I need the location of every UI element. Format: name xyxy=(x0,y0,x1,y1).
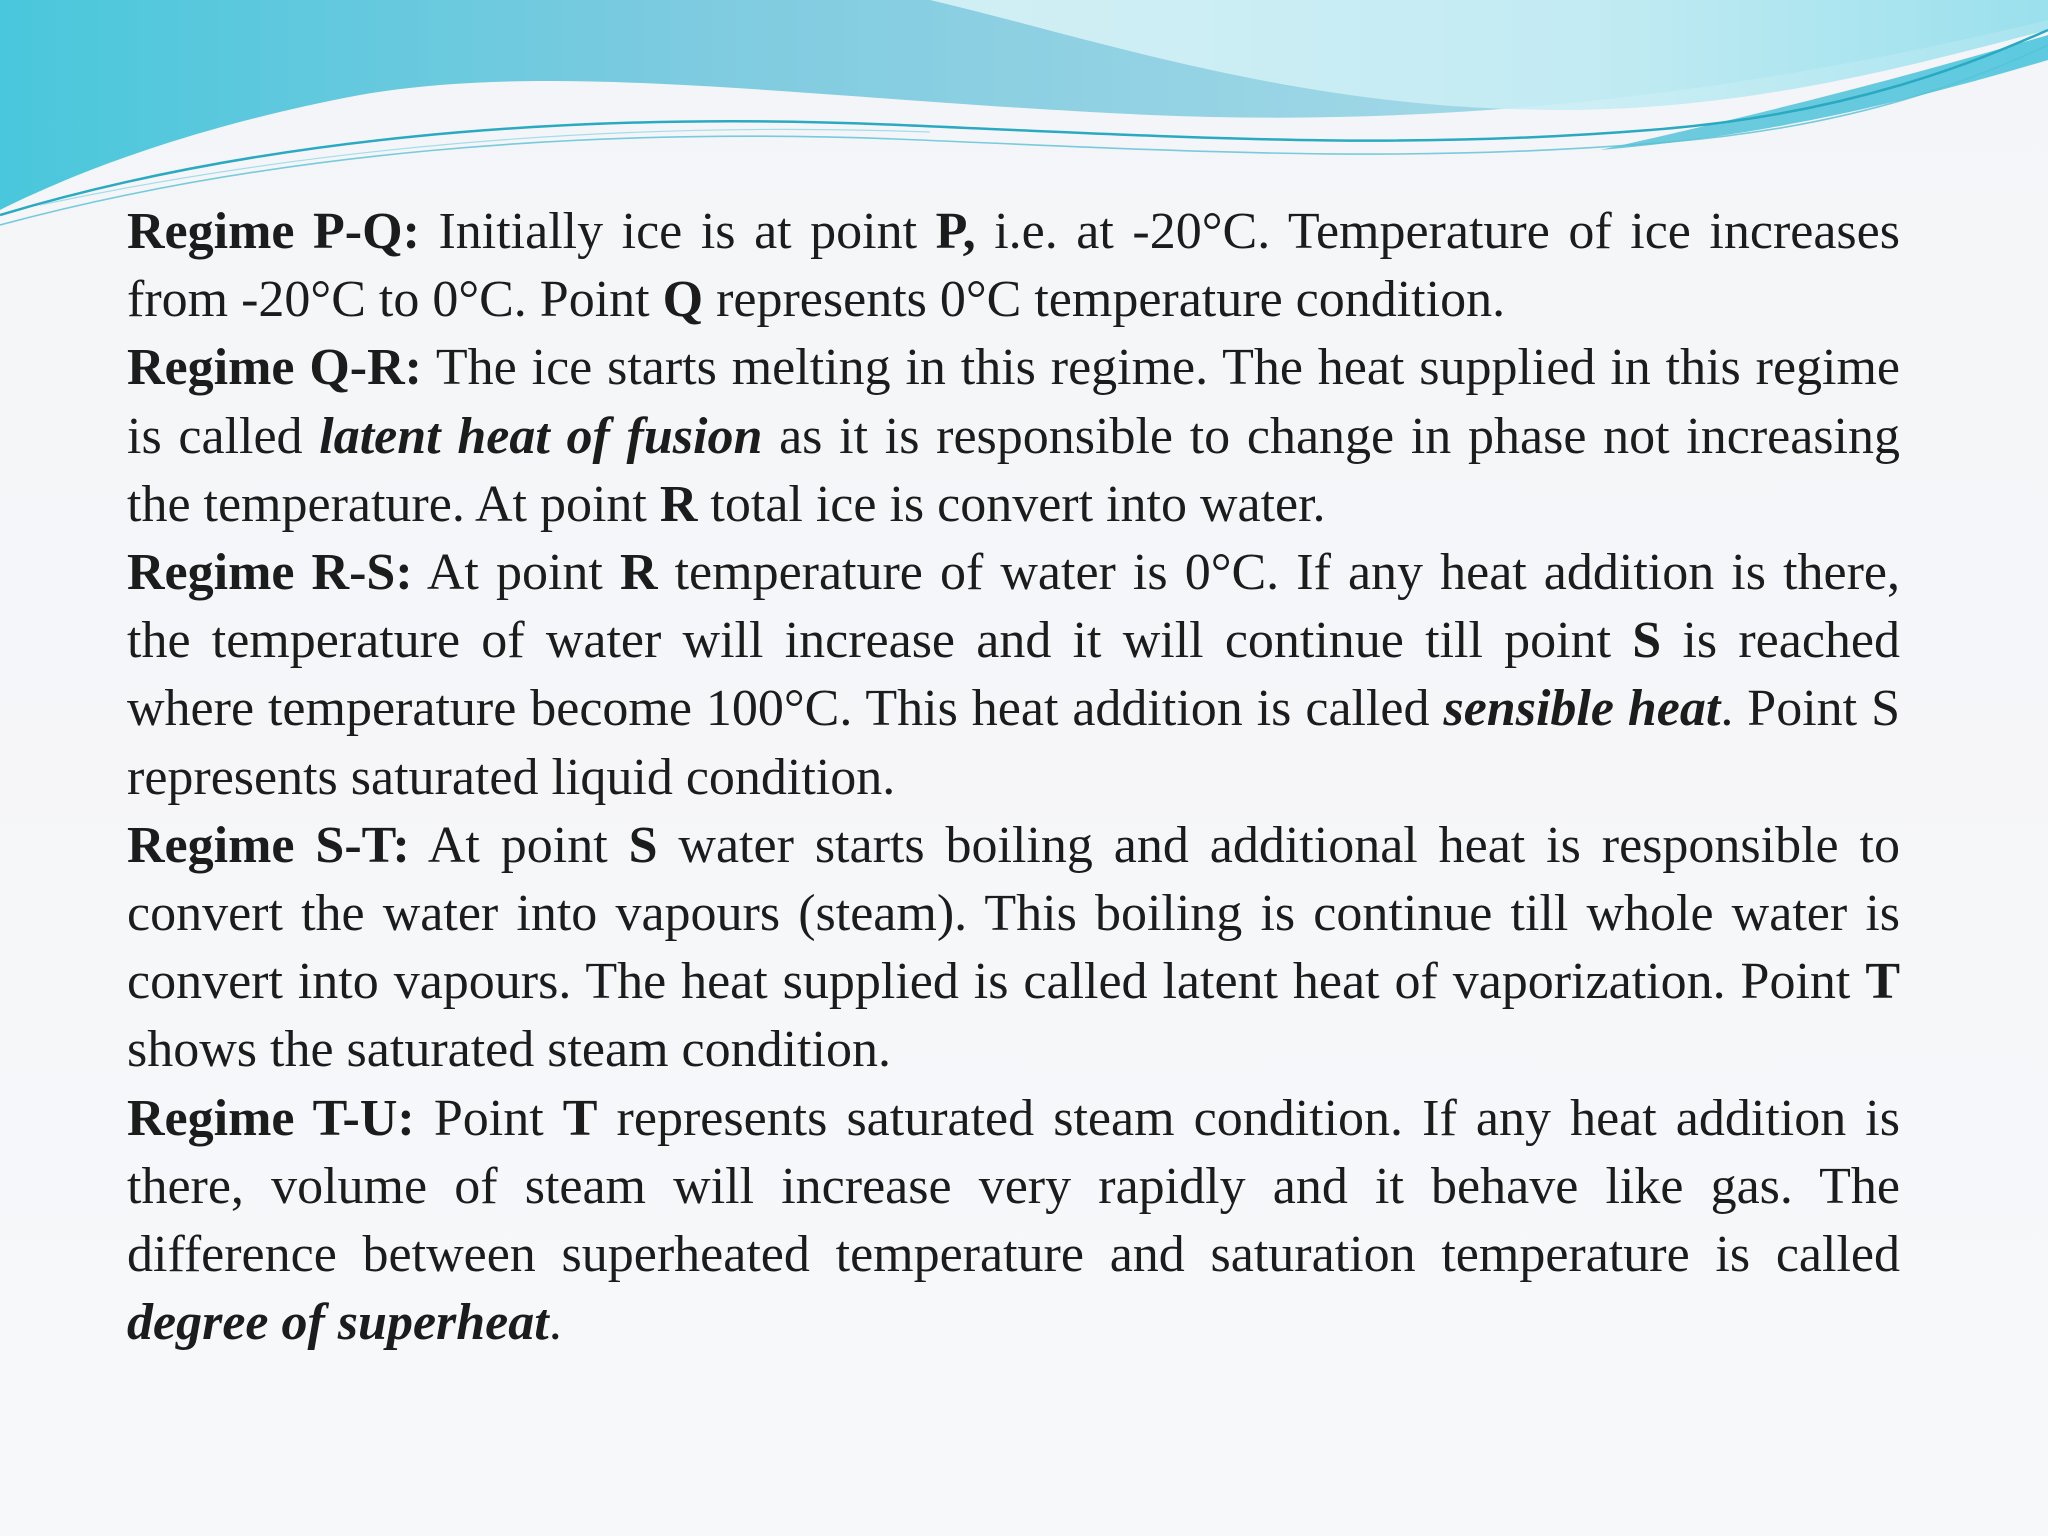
point-label: S xyxy=(1632,612,1662,670)
text-run: total ice is convert into water. xyxy=(697,475,1326,533)
point-label: S xyxy=(628,816,658,874)
point-label: R xyxy=(659,475,698,533)
regime-label: Regime R-S: xyxy=(127,544,413,602)
text-run: water starts boiling and additional heat is responsible to convert the water into vapours (steam). This boiling is continue till whole water is convert into vapours. The heat supplied is called latent heat of vaporization. Point xyxy=(127,816,1900,1011)
text-run: is reached where temperature become 100°C. This heat addition is called xyxy=(127,612,1900,738)
text-run: i.e. at -20°C. Temperature of ice increases from -20°C to 0°C. Point xyxy=(127,203,1900,329)
point-label: T xyxy=(1865,953,1900,1011)
paragraph-regime-st xyxy=(127,812,1900,1085)
paragraph-regime-qr xyxy=(127,334,1900,539)
regime-label: Regime S-T: xyxy=(127,816,410,874)
text-run: At point xyxy=(409,816,629,874)
regime-label: Regime Q-R: xyxy=(127,339,422,397)
text-run: Point xyxy=(414,1089,563,1147)
emphasis-term: degree of superheat xyxy=(127,1294,549,1352)
text-run: At point xyxy=(412,544,620,602)
text-run: represents saturated steam condition. If any heat addition is there, volume of steam will increase very rapidly and it behave like gas. The difference between superheated temperature and saturation temperature is called xyxy=(127,1089,1900,1284)
point-label: T xyxy=(562,1089,598,1147)
emphasis-term: latent heat of fusion xyxy=(319,407,763,465)
slide-body-text xyxy=(127,198,1900,1357)
text-run: Initially ice is at point xyxy=(419,203,936,260)
paragraph-regime-rs xyxy=(127,539,1900,812)
emphasis-term: sensible heat xyxy=(1443,680,1721,738)
text-run: . xyxy=(548,1294,562,1352)
regime-label: Regime P-Q: xyxy=(127,203,420,260)
point-label: Q xyxy=(662,271,704,329)
text-run: represents 0°C temperature condition. xyxy=(703,271,1506,329)
regime-label: Regime T-U: xyxy=(127,1089,415,1147)
point-label: P, xyxy=(935,203,976,260)
paragraph-regime-pq xyxy=(127,198,1900,334)
point-label: R xyxy=(619,544,658,602)
text-run: temperature of water is 0°C. If any heat addition is there, the temperature of water will increase and it will continue till point xyxy=(127,544,1900,670)
text-run: The ice starts melting in this regime. The heat supplied in this regime is called xyxy=(127,339,1901,465)
text-run: . Point S represents saturated liquid condition. xyxy=(127,680,1900,806)
text-run: shows the saturated steam condition. xyxy=(127,1021,891,1079)
paragraph-regime-tu xyxy=(127,1085,1900,1358)
text-run: as it is responsible to change in phase not increasing the temperature. At point xyxy=(127,407,1900,533)
